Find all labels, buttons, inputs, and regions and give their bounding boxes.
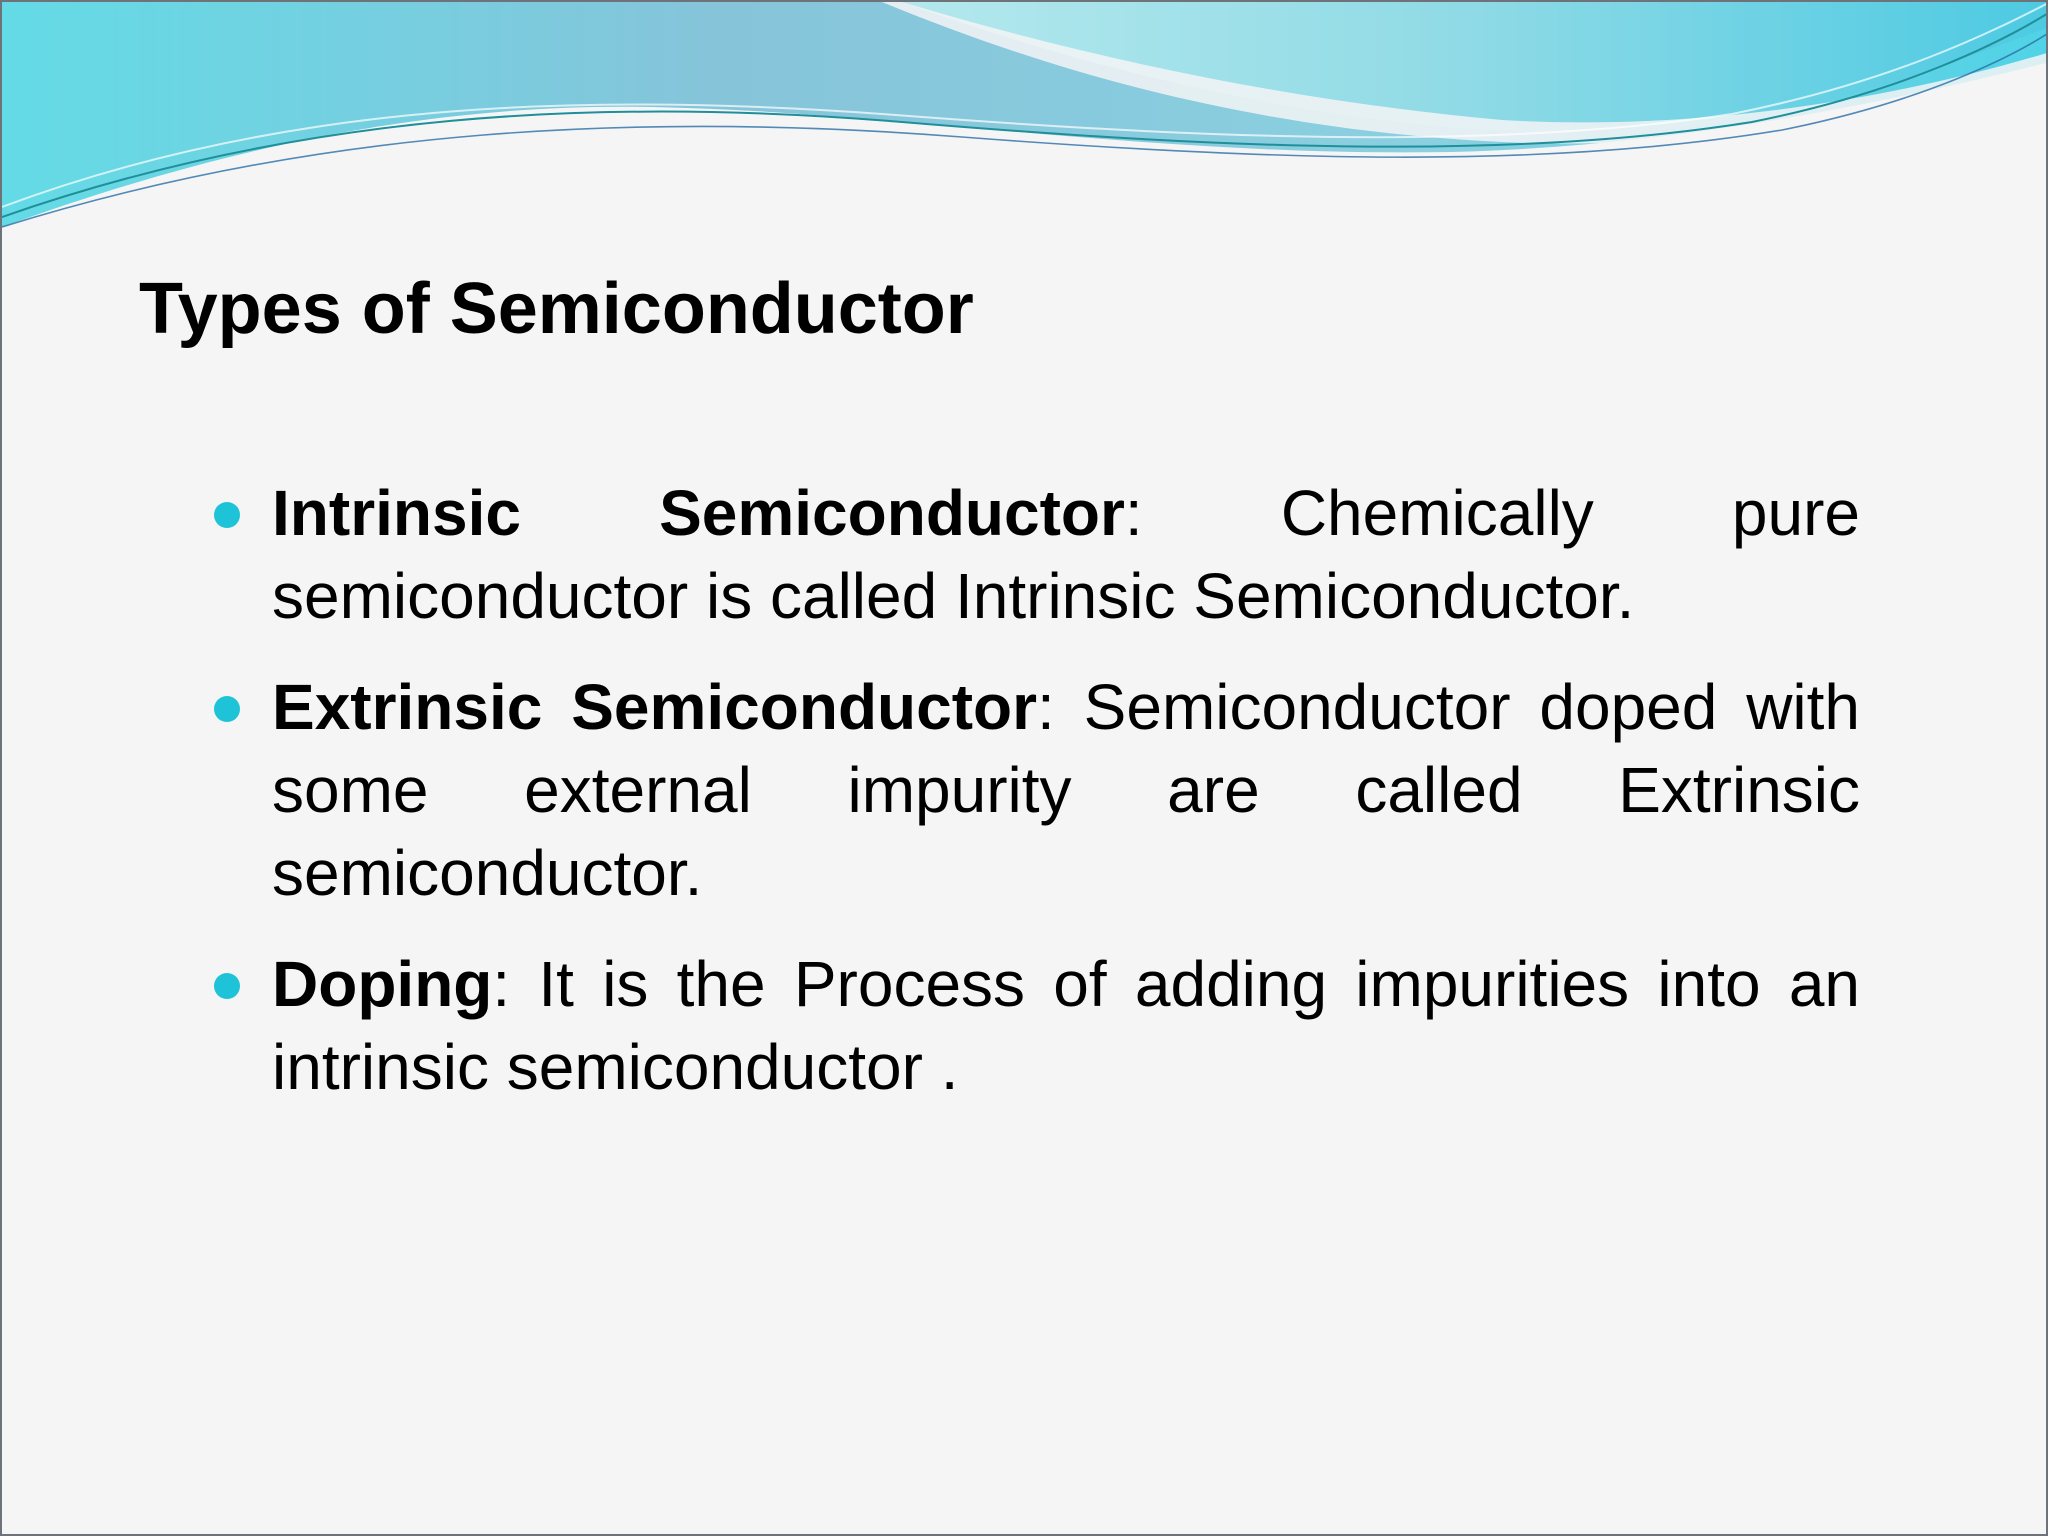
- bullet-item-doping: [202, 943, 1860, 1109]
- definition-text: It is the Process of adding impurities into an intrinsic semiconductor .: [272, 948, 1860, 1103]
- bullet-dot-icon: [214, 502, 240, 528]
- header-wave-decoration: [2, 2, 2048, 262]
- bullet-list: [202, 472, 1860, 1137]
- bullet-dot-icon: [214, 696, 240, 722]
- slide-title: Types of Semiconductor: [139, 269, 974, 349]
- definition-text: Semiconductor doped with some external impurity are called Extrinsic semiconductor.: [272, 671, 1860, 909]
- term-separator: :: [492, 948, 511, 1020]
- definition-text: Chemically pure semiconductor is called Intrinsic Semiconductor.: [272, 477, 1860, 632]
- bullet-dot-icon: [214, 973, 240, 999]
- bullet-item-extrinsic: [202, 666, 1860, 915]
- term-separator: :: [1124, 477, 1143, 549]
- term-separator: :: [1037, 671, 1055, 743]
- term-label: Extrinsic Semiconductor: [272, 671, 1038, 743]
- term-label: Intrinsic Semiconductor: [272, 477, 1125, 549]
- term-label: Doping: [272, 948, 493, 1020]
- bullet-item-intrinsic: [202, 472, 1860, 638]
